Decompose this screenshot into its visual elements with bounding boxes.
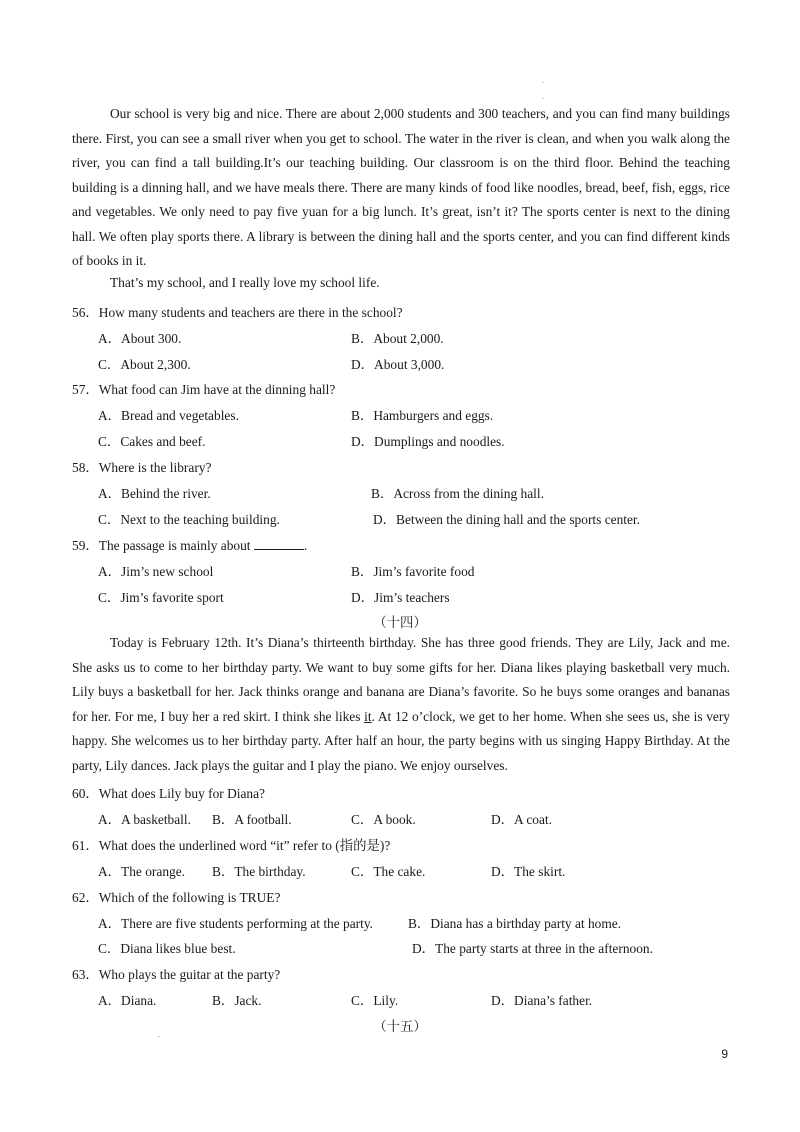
option-a: A．Behind the river. [98,486,211,501]
question-stem: 57．What food can Jim have at the dinning hall? [72,382,336,397]
question-stem-text: 59．The passage is mainly about [72,538,251,553]
answer-blank [254,537,304,550]
option-b: B．About 2,000. [351,331,444,346]
option-c: C．Next to the teaching building. [98,512,280,527]
option-d: D．The party starts at three in the afternoon. [412,941,653,956]
passage-text: That’s my school, and I really love my school life. [110,275,380,290]
question-stem [72,535,307,554]
option-c: C．Cakes and beef. [98,434,206,449]
question-stem: 61．What does the underlined word “it” refer to (指的是)? [72,838,391,853]
option-b: B．The birthday. [212,864,306,879]
option-a: A．Bread and vegetables. [98,408,239,423]
option-b: B．Diana has a birthday party at home. [408,916,622,931]
underlined-word: it [364,708,372,724]
option-c: C．Diana likes blue best. [98,941,236,956]
question-stem: 63．Who plays the guitar at the party? [72,967,281,982]
option-d: D．Dumplings and noodles. [351,434,505,449]
option-c: C．A book. [351,812,416,827]
option-a: A．A basketball. [98,812,191,827]
option-a: A．The orange. [98,864,186,879]
option-d: D．About 3,000. [351,357,445,372]
section-heading: （十四） [373,615,427,630]
passage-text: Today is February 12th. It’s Diana’s thirteenth birthday. She has three good friends. They are Lily, Jack and me. She asks us to come to her birthday party. We want to buy some gifts for her. Diana likes playing basketball very much. Lily buys a basketball for her. Jack thinks orange and banana are Diana’s favorite. So he buys some oranges and bananas for her. For me, I buy her a red skirt. I think she likes [72,635,730,724]
passage-paragraph [72,102,730,274]
question-stem: 62．Which of the following is TRUE? [72,890,281,905]
scan-mark: . [158,1030,160,1039]
passage-paragraph [72,631,730,778]
option-d: D．The skirt. [491,864,566,879]
option-d: D．Between the dining hall and the sports center. [373,512,641,527]
question-stem: 60．What does Lily buy for Diana? [72,786,265,801]
option-c: C．The cake. [351,864,426,879]
option-a: A．Diana. [98,993,157,1008]
option-c: C．About 2,300. [98,357,191,372]
option-b: B．Jim’s favorite food [351,564,475,579]
scan-mark: . [542,76,544,85]
section-heading: （十五） [373,1019,427,1034]
passage-text: . At 12 o’clock, we get to her home. When she sees us, she is very happy. She welcomes us to her birthday party. After half an hour, the party begins with us singing Happy Birthday. At the party, Lily dances. Jack plays the guitar and I play the piano. We enjoy ourselves. [72,708,731,773]
question-stem: 56．How many students and teachers are there in the school? [72,305,403,320]
page-number: 9 [721,1047,728,1061]
option-c: C．Jim’s favorite sport [98,590,224,605]
option-b: B．Hamburgers and eggs. [351,408,494,423]
option-c: C．Lily. [351,993,399,1008]
passage-text: Our school is very big and nice. There are about 2,000 students and 300 teachers, and you can find many buildings there. First, you can see a small river when you get to school. The water in the river is clean, and when you walk along the river, you can find a tall building.It’s our teaching building. Our classroom is on the third floor. Behind the teaching building is a dinning hall, and we have meals there. There are many kinds of food like noodles, bread, beef, fish, eggs, rice and vegetables. We only need to pay five yuan for a big lunch. It’s great, isn’t it? The sports center is next to the dining hall. We often play sports there. A library is between the dining hall and the sports center, and you can find different kinds of books in it. [72,106,730,268]
option-b: B．A football. [212,812,292,827]
option-a: A．About 300. [98,331,182,346]
option-b: B．Jack. [212,993,262,1008]
question-stem-end: . [303,538,308,553]
option-d: D．Jim’s teachers [351,590,450,605]
scan-mark: . [542,92,544,101]
option-a: A．There are five students performing at the party. [98,916,374,931]
option-b: B．Across from the dining hall. [371,486,544,501]
option-d: D．A coat. [491,812,552,827]
option-a: A．Jim’s new school [98,564,214,579]
option-d: D．Diana’s father. [491,993,593,1008]
passage-paragraph [72,271,730,296]
question-stem: 58．Where is the library? [72,460,212,475]
